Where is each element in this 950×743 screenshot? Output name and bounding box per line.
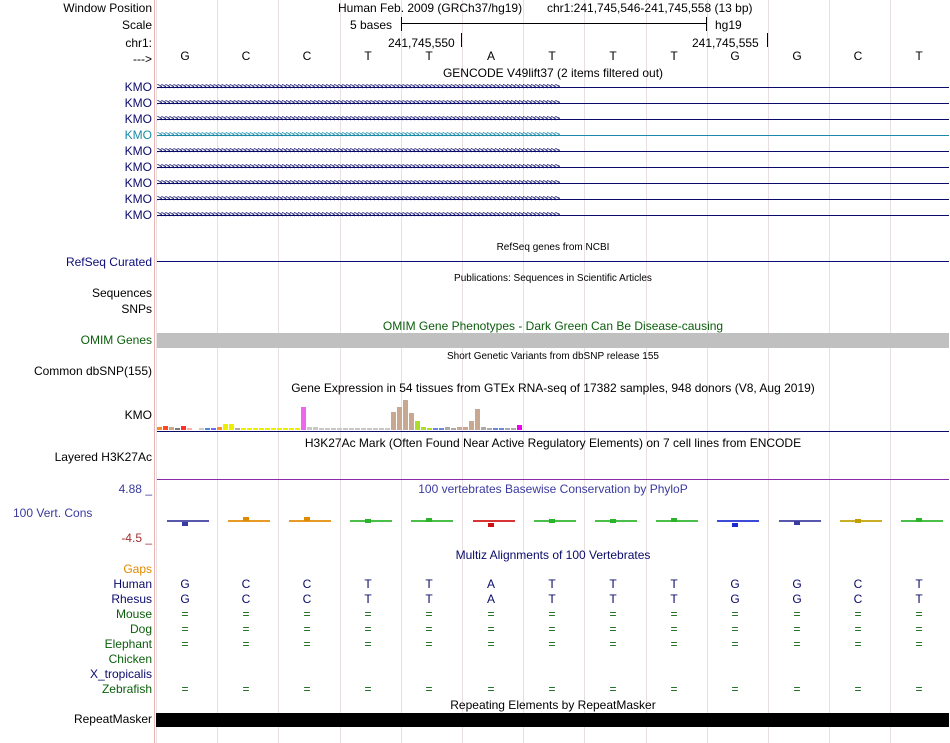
multiz-base: = <box>487 607 495 621</box>
position-text[interactable]: chr1:241,745,546-241,745,558 (13 bp) <box>547 1 753 15</box>
multiz-base: G <box>730 577 740 591</box>
publications-snps-label[interactable]: SNPs <box>121 302 152 316</box>
gtex-tissue-bar[interactable] <box>421 427 426 430</box>
coord-left-tick <box>461 33 462 47</box>
gtex-tissue-bar[interactable] <box>505 428 510 430</box>
gtex-tissue-bar[interactable] <box>379 428 384 430</box>
coord-left: 241,745,550 <box>388 36 455 50</box>
phylop-score-point[interactable] <box>488 523 494 527</box>
gtex-tissue-bar[interactable] <box>427 428 432 430</box>
multiz-base: = <box>364 682 372 696</box>
gtex-tissue-bar[interactable] <box>373 428 378 430</box>
gtex-tissue-bar[interactable] <box>397 407 402 430</box>
multiz-base: = <box>915 682 923 696</box>
gtex-tissue-bar[interactable] <box>391 412 396 430</box>
gtex-tissue-bar[interactable] <box>187 428 192 430</box>
gencode-transcript[interactable]: >>>>>>>>>>>>>>>>>>>>>>>>>>>>>>>>>>>>>>>>>>>>>>>>>>>>>>>>>>>>>>>>>>>>>>>>>>>>>>>>>>>>>>>>>>>>>>>>>>>> <box>157 144 949 158</box>
phylop-min-label: -4.5 _ <box>121 531 152 545</box>
base-letter: T <box>425 49 433 63</box>
gtex-tissue-bar[interactable] <box>175 428 180 430</box>
gtex-tissue-bar[interactable] <box>283 428 288 430</box>
multiz-base: T <box>548 592 556 606</box>
gencode-transcript[interactable]: >>>>>>>>>>>>>>>>>>>>>>>>>>>>>>>>>>>>>>>>>>>>>>>>>>>>>>>>>>>>>>>>>>>>>>>>>>>>>>>>>>>>>>>>>>>>>>>>>>>> <box>157 112 949 126</box>
multiz-base: = <box>670 637 678 651</box>
multiz-base: G <box>792 592 802 606</box>
multiz-base: G <box>180 577 190 591</box>
gencode-transcript[interactable]: >>>>>>>>>>>>>>>>>>>>>>>>>>>>>>>>>>>>>>>>>>>>>>>>>>>>>>>>>>>>>>>>>>>>>>>>>>>>>>>>>>>>>>>>>>>>>>>>>>>> <box>157 176 949 190</box>
gtex-tissue-bar[interactable] <box>229 424 234 430</box>
publications-title[interactable]: Publications: Sequences in Scientific Articles <box>454 273 652 284</box>
multiz-base: = <box>854 622 862 636</box>
gencode-row-label[interactable]: KMO <box>124 192 152 206</box>
gencode-row-label[interactable]: KMO <box>124 96 152 110</box>
chrom-label: chr1: <box>125 36 152 50</box>
gtex-tissue-bar[interactable] <box>457 427 462 430</box>
multiz-base: = <box>242 622 250 636</box>
multiz-species-label[interactable]: Gaps <box>123 562 152 576</box>
dbsnp-title[interactable]: Short Genetic Variants from dbSNP release 155 <box>447 351 659 362</box>
phylop-score-mark[interactable] <box>473 520 515 522</box>
gtex-tissue-bar[interactable] <box>235 428 240 430</box>
base-letter: T <box>915 49 923 63</box>
gtex-tissue-bar[interactable] <box>217 427 222 430</box>
multiz-base: = <box>487 637 495 651</box>
gtex-tissue-bar[interactable] <box>415 421 420 430</box>
gtex-tissue-bar[interactable] <box>511 428 516 430</box>
gtex-tissue-bar[interactable] <box>199 428 204 430</box>
gencode-row-label[interactable]: KMO <box>124 144 152 158</box>
base-letter: T <box>364 49 372 63</box>
multiz-base: A <box>486 577 495 591</box>
phylop-score-point[interactable] <box>732 523 738 527</box>
phylop-score-point[interactable] <box>243 517 249 521</box>
multiz-base: = <box>242 607 250 621</box>
repeatmasker-title[interactable]: Repeating Elements by RepeatMasker <box>450 698 656 712</box>
strand-label: ---> <box>133 52 152 66</box>
repeatmasker-element-bar[interactable] <box>156 713 949 727</box>
multiz-base: = <box>793 637 801 651</box>
gtex-title[interactable]: Gene Expression in 54 tissues from GTEx RNA-seq of 17382 samples, 948 donors (V8, Aug 2019) <box>291 381 815 395</box>
multiz-base: = <box>487 682 495 696</box>
phylop-score-mark[interactable] <box>595 520 637 522</box>
multiz-base: = <box>303 637 311 651</box>
multiz-base: = <box>854 607 862 621</box>
multiz-base: = <box>609 637 617 651</box>
refseq-label[interactable]: RefSeq Curated <box>65 255 152 269</box>
gtex-tissue-bar[interactable] <box>361 428 366 430</box>
gtex-expression-bars[interactable] <box>157 395 949 430</box>
gtex-tissue-bar[interactable] <box>343 428 348 430</box>
gtex-tissue-bar[interactable] <box>355 428 360 430</box>
multiz-base: = <box>609 607 617 621</box>
base-letter: T <box>548 49 556 63</box>
multiz-base: = <box>915 622 923 636</box>
gtex-tissue-bar[interactable] <box>409 413 414 430</box>
multiz-species-label[interactable]: Human <box>113 577 152 591</box>
base-letter: A <box>486 49 495 63</box>
dbsnp-label[interactable]: Common dbSNP(155) <box>33 364 152 378</box>
multiz-base: = <box>425 682 433 696</box>
phylop-score-mark[interactable] <box>411 520 453 522</box>
gtex-tissue-bar[interactable] <box>439 428 444 430</box>
gencode-transcript[interactable]: >>>>>>>>>>>>>>>>>>>>>>>>>>>>>>>>>>>>>>>>>>>>>>>>>>>>>>>>>>>>>>>>>>>>>>>>>>>>>>>>>>>>>>>>>>>>>>>>>>>> <box>157 96 949 110</box>
base-letter: G <box>792 49 802 63</box>
multiz-base: = <box>487 622 495 636</box>
gtex-label[interactable]: KMO <box>124 408 152 422</box>
gtex-tissue-bar[interactable] <box>157 427 162 430</box>
phylop-score-point[interactable] <box>671 518 677 522</box>
multiz-base: = <box>731 607 739 621</box>
multiz-base: C <box>302 577 312 591</box>
gtex-tissue-bar[interactable] <box>475 409 480 430</box>
gencode-transcript[interactable]: >>>>>>>>>>>>>>>>>>>>>>>>>>>>>>>>>>>>>>>>>>>>>>>>>>>>>>>>>>>>>>>>>>>>>>>>>>>>>>>>>>>>>>>>>>>>>>>>>>>> <box>157 80 949 94</box>
multiz-base: = <box>364 607 372 621</box>
gtex-tissue-bar[interactable] <box>493 428 498 430</box>
multiz-base: = <box>181 607 189 621</box>
multiz-base: T <box>609 577 617 591</box>
gtex-tissue-bar[interactable] <box>241 428 246 430</box>
phylop-score-point[interactable] <box>182 522 188 526</box>
phylop-score-mark[interactable] <box>350 520 392 522</box>
phylop-score-point[interactable] <box>426 518 432 522</box>
multiz-base: = <box>670 682 678 696</box>
h3k27ac-title[interactable]: H3K27Ac Mark (Often Found Near Active Regulatory Elements) on 7 cell lines from ENCODE <box>304 436 802 450</box>
multiz-base: = <box>303 682 311 696</box>
gtex-tissue-bar[interactable] <box>259 428 264 430</box>
gtex-tissue-bar[interactable] <box>349 428 354 430</box>
multiz-base: = <box>242 637 250 651</box>
multiz-base: = <box>731 637 739 651</box>
gtex-tissue-bar[interactable] <box>247 428 252 430</box>
multiz-base: = <box>548 607 556 621</box>
gtex-tissue-bar[interactable] <box>337 428 342 430</box>
multiz-base: = <box>364 637 372 651</box>
h3k27ac-label[interactable]: Layered H3K27Ac <box>54 450 152 464</box>
gencode-transcript[interactable]: >>>>>>>>>>>>>>>>>>>>>>>>>>>>>>>>>>>>>>>>>>>>>>>>>>>>>>>>>>>>>>>>>>>>>>>>>>>>>>>>>>>>>>>>>>>>>>>>>>>> <box>157 192 949 206</box>
multiz-base: = <box>425 622 433 636</box>
gtex-tissue-bar[interactable] <box>295 428 300 430</box>
multiz-species-label[interactable]: Rhesus <box>111 592 152 606</box>
multiz-species-label[interactable]: X_tropicalis <box>89 667 152 681</box>
multiz-species-label[interactable]: Chicken <box>108 652 152 666</box>
multiz-base: = <box>670 607 678 621</box>
multiz-base: = <box>181 682 189 696</box>
phylop-score-point[interactable] <box>365 519 371 523</box>
publications-sequences-label[interactable]: Sequences <box>91 286 152 300</box>
base-letter: C <box>302 49 312 63</box>
multiz-base: T <box>670 577 678 591</box>
h3k27ac-signal-line[interactable] <box>157 479 949 480</box>
multiz-base: C <box>302 592 312 606</box>
omim-label[interactable]: OMIM Genes <box>80 333 152 347</box>
multiz-species-label[interactable]: Elephant <box>104 637 152 651</box>
gtex-tissue-bar[interactable] <box>271 428 276 430</box>
phylop-max-label: 4.88 _ <box>118 482 152 496</box>
multiz-base: = <box>670 622 678 636</box>
multiz-base: T <box>609 592 617 606</box>
multiz-species-label[interactable]: Dog <box>129 622 152 636</box>
multiz-base: G <box>730 592 740 606</box>
gencode-transcript[interactable]: >>>>>>>>>>>>>>>>>>>>>>>>>>>>>>>>>>>>>>>>>>>>>>>>>>>>>>>>>>>>>>>>>>>>>>>>>>>>>>>>>>>>>>>>>>>>>>>>>>>> <box>157 160 949 174</box>
multiz-species-label[interactable]: Mouse <box>115 607 152 621</box>
phylop-score-mark[interactable] <box>840 520 882 522</box>
gtex-tissue-bar[interactable] <box>463 427 468 430</box>
multiz-base: = <box>793 682 801 696</box>
repeatmasker-label[interactable]: RepeatMasker <box>73 712 152 726</box>
gtex-tissue-bar[interactable] <box>331 428 336 430</box>
gtex-tissue-bar[interactable] <box>481 427 486 430</box>
base-letter: C <box>241 49 251 63</box>
gtex-tissue-bar[interactable] <box>451 428 456 430</box>
scale-label: Scale <box>121 18 152 32</box>
gtex-tissue-bar[interactable] <box>265 428 270 430</box>
multiz-base: = <box>854 637 862 651</box>
phylop-score-mark[interactable] <box>717 520 759 522</box>
phylop-score-point[interactable] <box>610 519 616 523</box>
scale-bar <box>401 17 707 31</box>
multiz-base: = <box>731 622 739 636</box>
multiz-base: T <box>364 592 372 606</box>
gtex-tissue-bar[interactable] <box>277 428 282 430</box>
phylop-score-mark[interactable] <box>167 520 209 522</box>
gtex-tissue-bar[interactable] <box>181 426 186 430</box>
phylop-title[interactable]: 100 vertebrates Basewise Conservation by PhyloP <box>418 482 688 496</box>
multiz-base: G <box>792 577 802 591</box>
phylop-score-mark[interactable] <box>901 520 943 522</box>
gencode-row-label[interactable]: KMO <box>124 208 152 222</box>
multiz-base: C <box>241 592 251 606</box>
gtex-tissue-bar[interactable] <box>301 407 306 430</box>
gtex-tissue-bar[interactable] <box>325 428 330 430</box>
multiz-base: = <box>548 622 556 636</box>
refseq-title[interactable]: RefSeq genes from NCBI <box>496 242 610 253</box>
gtex-tissue-bar[interactable] <box>307 427 312 430</box>
phylop-score-point[interactable] <box>916 518 922 522</box>
gtex-tissue-bar[interactable] <box>367 428 372 430</box>
omim-title[interactable]: OMIM Gene Phenotypes - Dark Green Can Be Disease-causing <box>382 319 724 333</box>
base-letter: G <box>730 49 740 63</box>
gencode-row-label[interactable]: KMO <box>124 128 152 142</box>
multiz-species-label[interactable]: Zebrafish <box>101 682 152 696</box>
phylop-score-point[interactable] <box>304 517 310 521</box>
multiz-base: = <box>303 622 311 636</box>
multiz-base: = <box>425 637 433 651</box>
base-letter: T <box>670 49 678 63</box>
gencode-row-label[interactable]: KMO <box>124 112 152 126</box>
phylop-score-mark[interactable] <box>779 520 821 522</box>
refseq-gene-line[interactable] <box>157 261 949 262</box>
phylop-label[interactable]: 100 Vert. Cons <box>13 506 93 520</box>
multiz-base: = <box>548 682 556 696</box>
gtex-tissue-bar[interactable] <box>211 428 216 430</box>
phylop-score-graph[interactable] <box>157 500 949 540</box>
gtex-tissue-bar[interactable] <box>169 427 174 430</box>
coord-right-tick <box>767 33 768 47</box>
gtex-tissue-bar[interactable] <box>433 428 438 430</box>
gtex-tissue-bar[interactable] <box>487 428 492 430</box>
window-position-label: Window Position <box>63 1 152 15</box>
gtex-tissue-bar[interactable] <box>289 428 294 430</box>
multiz-base: = <box>181 637 189 651</box>
multiz-title[interactable]: Multiz Alignments of 100 Vertebrates <box>455 548 651 562</box>
multiz-base: T <box>915 577 923 591</box>
gtex-tissue-bar[interactable] <box>253 428 258 430</box>
multiz-base: C <box>241 577 251 591</box>
phylop-score-mark[interactable] <box>656 520 698 522</box>
phylop-score-point[interactable] <box>855 519 861 523</box>
assembly-text: Human Feb. 2009 (GRCh37/hg19) <box>338 1 523 15</box>
phylop-score-mark[interactable] <box>228 520 270 522</box>
gtex-tissue-bar[interactable] <box>205 428 210 430</box>
multiz-base: = <box>793 622 801 636</box>
base-letter: T <box>609 49 617 63</box>
gtex-tissue-bar[interactable] <box>319 428 324 430</box>
base-letter: G <box>180 49 190 63</box>
multiz-base: T <box>425 592 433 606</box>
phylop-score-point[interactable] <box>549 519 555 523</box>
phylop-score-mark[interactable] <box>289 520 331 522</box>
multiz-base: A <box>486 592 495 606</box>
omim-gene-bar[interactable] <box>157 333 949 348</box>
track-label-divider <box>154 0 155 743</box>
multiz-base: = <box>242 682 250 696</box>
multiz-base: = <box>548 637 556 651</box>
gencode-title[interactable]: GENCODE V49lift37 (2 items filtered out) <box>442 66 664 80</box>
gencode-transcript[interactable]: >>>>>>>>>>>>>>>>>>>>>>>>>>>>>>>>>>>>>>>>>>>>>>>>>>>>>>>>>>>>>>>>>>>>>>>>>>>>>>>>>>>>>>>>>>>>>>>>>>>> <box>157 208 949 222</box>
multiz-base: = <box>425 607 433 621</box>
base-letter: C <box>853 49 863 63</box>
multiz-base: C <box>853 592 863 606</box>
gtex-tissue-bar[interactable] <box>385 428 390 430</box>
gtex-tissue-bar[interactable] <box>469 421 474 430</box>
multiz-base: = <box>303 607 311 621</box>
multiz-base: T <box>364 577 372 591</box>
gtex-baseline <box>157 431 949 432</box>
multiz-base: T <box>915 592 923 606</box>
multiz-base: T <box>425 577 433 591</box>
multiz-base: = <box>609 682 617 696</box>
gtex-tissue-bar[interactable] <box>163 426 168 430</box>
multiz-base: = <box>609 622 617 636</box>
multiz-base: T <box>670 592 678 606</box>
multiz-base: C <box>853 577 863 591</box>
gencode-row-label[interactable]: KMO <box>124 160 152 174</box>
gtex-tissue-bar[interactable] <box>499 428 504 430</box>
db-text: hg19 <box>715 18 742 32</box>
multiz-base: = <box>854 682 862 696</box>
coord-right: 241,745,555 <box>692 36 759 50</box>
gencode-transcript[interactable]: >>>>>>>>>>>>>>>>>>>>>>>>>>>>>>>>>>>>>>>>>>>>>>>>>>>>>>>>>>>>>>>>>>>>>>>>>>>>>>>>>>>>>>>>>>>>>>>>>>>> <box>157 128 949 142</box>
multiz-base: = <box>364 622 372 636</box>
multiz-base: T <box>548 577 556 591</box>
multiz-base: = <box>915 607 923 621</box>
multiz-base: = <box>731 682 739 696</box>
gencode-row-label[interactable]: KMO <box>124 80 152 94</box>
phylop-score-mark[interactable] <box>534 520 576 522</box>
scale-text: 5 bases <box>350 18 393 32</box>
multiz-base: = <box>793 607 801 621</box>
multiz-base: = <box>181 622 189 636</box>
gtex-tissue-bar[interactable] <box>313 427 318 430</box>
gencode-row-label[interactable]: KMO <box>124 176 152 190</box>
gtex-tissue-bar[interactable] <box>517 425 522 430</box>
phylop-score-point[interactable] <box>794 521 800 525</box>
gtex-tissue-bar[interactable] <box>445 427 450 430</box>
gtex-tissue-bar[interactable] <box>403 400 408 430</box>
multiz-base: = <box>915 637 923 651</box>
multiz-base: G <box>180 592 190 606</box>
gtex-tissue-bar[interactable] <box>223 424 228 430</box>
